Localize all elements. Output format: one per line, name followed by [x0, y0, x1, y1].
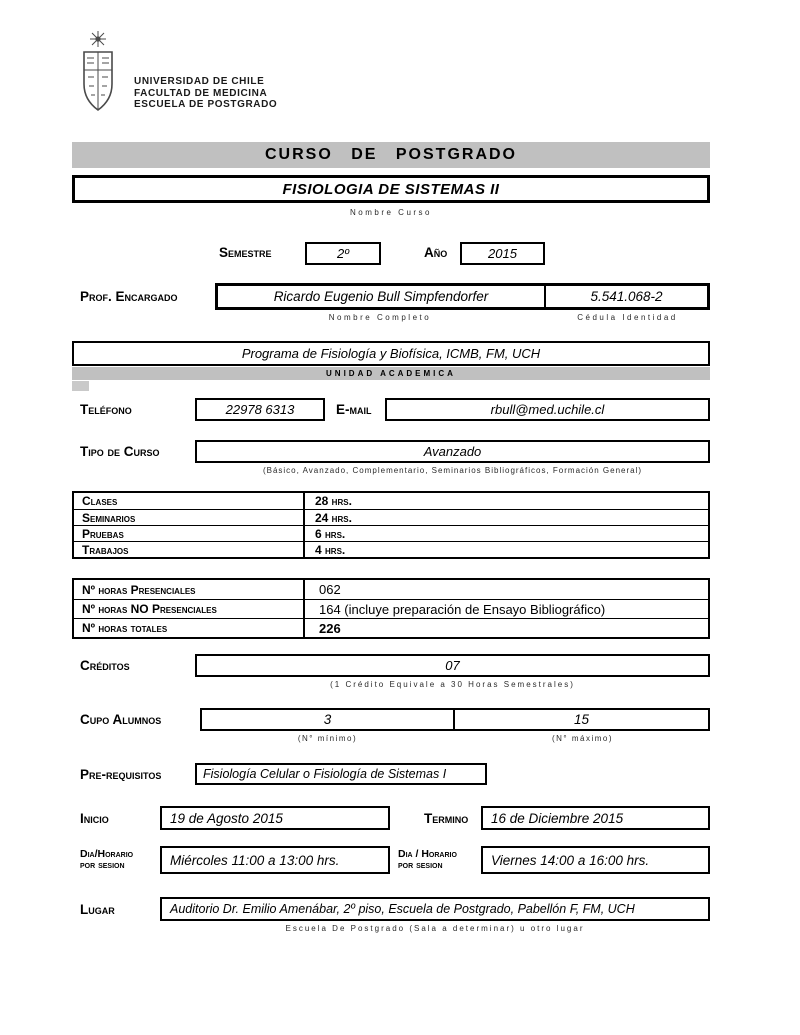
end-label: Termino — [424, 811, 469, 826]
course-name-caption: Nombre Curso — [349, 208, 432, 217]
professor-name-cell: Ricardo Eugenio Bull Simpfendorfer — [218, 286, 546, 307]
enrollment-box — [200, 708, 710, 731]
table-row — [74, 525, 708, 541]
table-row — [74, 493, 708, 509]
university-crest-logo — [76, 30, 120, 114]
row-value: 6 hrs. — [315, 526, 346, 541]
hours-breakdown-table — [72, 491, 710, 559]
institution-line-1: UNIVERSIDAD DE CHILE — [134, 76, 265, 87]
prerequisites-label: Pre-requisitos — [80, 767, 162, 782]
professor-box — [215, 283, 710, 310]
academic-unit-caption-bar: UNIDAD ACADEMICA — [72, 367, 710, 380]
hours-totals-table — [72, 578, 710, 639]
schedule1-value-box: Miércoles 11:00 a 13:00 hrs. — [160, 846, 390, 874]
document-title-bar: CURSO DE POSTGRADO — [72, 142, 710, 168]
location-caption: Escuela De Postgrado (Sala a determinar) u otro lugar — [285, 924, 585, 933]
scan-artifact — [72, 381, 89, 391]
row-value: 24 hrs. — [315, 510, 352, 525]
table-row — [74, 541, 708, 557]
row-label: Nº horas NO Presenciales — [74, 600, 305, 618]
year-value-box: 2015 — [460, 242, 545, 265]
enrollment-label: Cupo Alumnos — [80, 712, 162, 727]
professor-label: Prof. Encargado — [80, 289, 178, 304]
start-label: Inicio — [80, 811, 109, 826]
prerequisites-value-box: Fisiología Celular o Fisiología de Sistemas I — [195, 763, 487, 785]
table-row — [74, 580, 708, 599]
professor-cedula-caption: Cédula Identidad — [577, 313, 678, 322]
end-value-box: 16 de Diciembre 2015 — [481, 806, 710, 830]
enrollment-min-caption: (N° mínimo) — [297, 734, 358, 743]
institution-line-3: ESCUELA DE POSTGRADO — [134, 99, 278, 110]
course-name-box: FISIOLOGIA DE SISTEMAS II — [72, 175, 710, 203]
email-value-box: rbull@med.uchile.cl — [385, 398, 710, 421]
phone-label: Teléfono — [80, 402, 132, 417]
academic-unit-box: Programa de Fisiología y Biofísica, ICMB, FM, UCH — [72, 341, 710, 366]
schedule2-label — [398, 849, 457, 871]
phone-value-box: 22978 6313 — [195, 398, 325, 421]
table-row — [74, 618, 708, 637]
professor-cedula-cell: 5.541.068-2 — [590, 289, 663, 304]
table-row — [74, 599, 708, 618]
row-label: Pruebas — [74, 526, 305, 541]
schedule1-label-line1: Dia/Horario — [80, 848, 134, 860]
credits-caption: (1 Crédito Equivale a 30 Horas Semestrales) — [330, 680, 575, 689]
schedule2-label-line2: por sesion — [398, 859, 443, 871]
course-type-label: Tipo de Curso — [80, 444, 160, 459]
row-label: Seminarios — [74, 510, 305, 525]
schedule2-value-box: Viernes 14:00 a 16:00 hrs. — [481, 846, 710, 874]
enrollment-max-caption: (N° máximo) — [551, 734, 614, 743]
enrollment-max-cell: 15 — [573, 712, 590, 727]
schedule1-label-line2: por sesion — [80, 859, 125, 871]
course-type-caption: (Básico, Avanzado, Complementario, Seminarios Bibliográficos, Formación General) — [262, 466, 643, 475]
row-value: 164 (incluye preparación de Ensayo Bibliográfico) — [319, 601, 606, 617]
schedule1-label — [80, 849, 133, 871]
semester-value-box: 2º — [305, 242, 381, 265]
row-label: Clases — [74, 493, 305, 509]
row-value: 4 hrs. — [315, 542, 346, 557]
institution-block — [134, 76, 277, 111]
row-label: Nº horas totales — [74, 619, 305, 637]
email-label: E-mail — [336, 402, 372, 417]
schedule2-label-line1: Dia / Horario — [398, 848, 457, 860]
row-value: 28 hrs. — [315, 494, 352, 508]
row-value: 062 — [319, 582, 341, 597]
row-value: 226 — [319, 620, 341, 636]
enrollment-min-cell: 3 — [202, 710, 455, 729]
credits-label: Créditos — [80, 658, 130, 673]
start-value-box: 19 de Agosto 2015 — [160, 806, 390, 830]
year-label: Año — [424, 245, 448, 260]
row-label: Trabajos — [74, 542, 305, 557]
credits-value-box: 07 — [195, 654, 710, 677]
professor-name-caption: Nombre Completo — [328, 313, 432, 322]
row-label: Nº horas Presenciales — [74, 580, 305, 599]
location-label: Lugar — [80, 902, 115, 917]
location-value-box: Auditorio Dr. Emilio Amenábar, 2º piso, Escuela de Postgrado, Pabellón F, FM, UCH — [160, 897, 710, 921]
institution-line-2: FACULTAD DE MEDICINA — [134, 87, 268, 99]
table-row — [74, 509, 708, 525]
semester-label: Semestre — [219, 245, 272, 260]
course-type-value-box: Avanzado — [195, 440, 710, 463]
